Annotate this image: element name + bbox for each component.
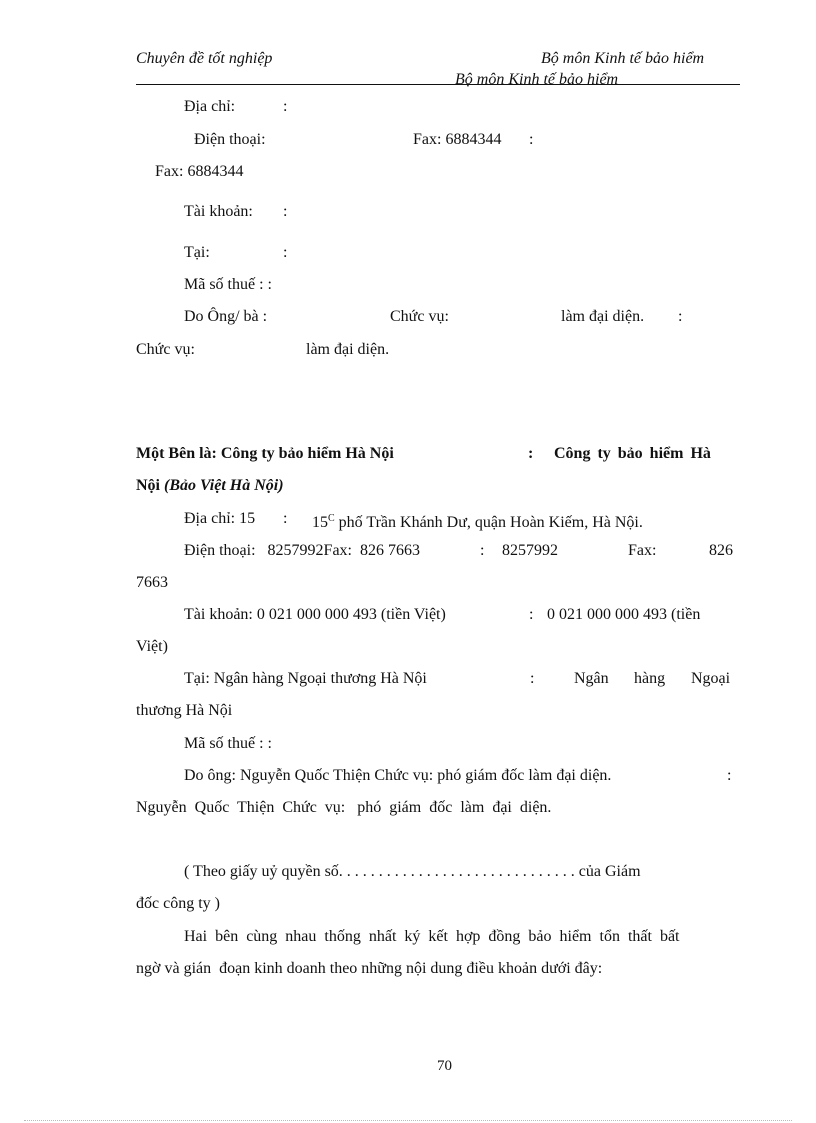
party-b-rep-a: Do ông: Nguyễn Quốc Thiện Chức vụ: phó giám đốc làm đại diện. [184,767,612,784]
party-b-account-b: 0 021 000 000 493 (tiền [547,606,701,623]
party-b-tax-label: Mã số thuế : : [184,735,272,752]
party-a-at-colon: : [283,244,288,261]
party-b-title: Một Bên là: Công ty bảo hiểm Hà Nội [136,445,394,462]
party-a-account-label: Tài khoản: [184,203,253,220]
party-b-address-colon: : [283,510,288,527]
party-b-address-sup: C [328,513,335,524]
page-number: 70 [437,1058,452,1074]
header-right-overlap: Bộ môn Kinh tế bảo hiểm [455,71,619,88]
agreement-line1: Hai bên cùng nhau thống nhất ký kết hợp đồng bảo hiểm tổn thất bất [184,928,680,945]
party-a-rep2-role: làm đại diện. [306,341,390,358]
party-a-fax-colon: : [529,131,534,148]
party-b-bank-cont: thương Hà Nội [136,702,233,719]
party-b-account-a: Tài khoản: 0 021 000 000 493 (tiền Việt) [184,606,446,623]
header-right: Bộ môn Kinh tế bảo hiểm [541,50,705,67]
footer-divider [24,1120,792,1121]
party-b-phone-a: Điện thoại: 8257992Fax: 826 7663 [184,542,420,559]
party-b-title-italic: (Bảo Việt Hà Nội) [164,477,284,494]
party-a-rep-position: Chức vụ: [390,308,449,325]
party-a-at-label: Tại: [184,244,210,261]
party-b-title-colon: : [528,445,534,462]
party-a-phone-label: Điện thoại: [194,131,266,148]
party-b-fax-num: 826 [709,542,733,559]
party-b-phone-colon: : [480,542,485,559]
authorization-line2: đốc công ty ) [136,895,220,912]
party-b-bank-w1: Ngân [574,670,609,687]
party-b-bank-a: Tại: Ngân hàng Ngoại thương Hà Nội [184,670,427,687]
party-b-address-line [312,509,643,533]
party-a-address-colon: : [283,98,288,115]
party-b-account-cont: Việt) [136,638,168,655]
party-a-rep-colon: : [678,308,683,325]
party-b-title-cont: Nội [136,477,160,494]
party-b-fax-label: Fax: [628,542,657,559]
header-left: Chuyên đề tốt nghiệp [136,50,273,67]
party-b-rep-colon: : [727,767,732,784]
party-b-title-repeat: Công ty bảo hiểm Hà [554,445,711,462]
party-b-bank-w2: hàng [634,670,666,687]
party-a-fax-a: Fax: 6884344 [413,131,502,148]
agreement-line2: ngờ và gián đoạn kinh doanh theo những nội dung điều khoản dưới đây: [136,960,603,977]
party-b-fax-cont: 7663 [136,574,168,591]
party-a-rep-label: Do Ông/ bà : [184,308,268,325]
party-a-fax-b: Fax: 6884344 [155,163,244,180]
party-b-account-colon: : [529,606,534,623]
party-b-rep-b: Nguyễn Quốc Thiện Chức vụ: phó giám đốc làm đại diện. [136,799,552,816]
party-b-phone-b: 8257992 [502,542,558,559]
header-rule [136,84,740,85]
party-b-address-a: Địa chỉ: 15 [184,510,256,527]
party-b-bank-w3: Ngoại [691,670,731,687]
party-b-address-num: 15 [312,514,328,531]
party-b-address-b: phố Trần Khánh Dư, quận Hoàn Kiếm, Hà Nội. [338,514,643,531]
party-a-tax-label: Mã số thuế : : [184,276,272,293]
party-a-address-label: Địa chỉ: [184,98,236,115]
party-a-rep2-position: Chức vụ: [136,341,195,358]
party-b-bank-colon: : [530,670,535,687]
authorization-line1: ( Theo giấy uỷ quyền số. . . . . . . . . . . . . . . . . . . . . . . . . . . . . . của Giám [184,863,641,880]
party-b-title-line2 [136,476,284,496]
party-a-account-colon: : [283,203,288,220]
party-a-rep-role: làm đại diện. [561,308,645,325]
